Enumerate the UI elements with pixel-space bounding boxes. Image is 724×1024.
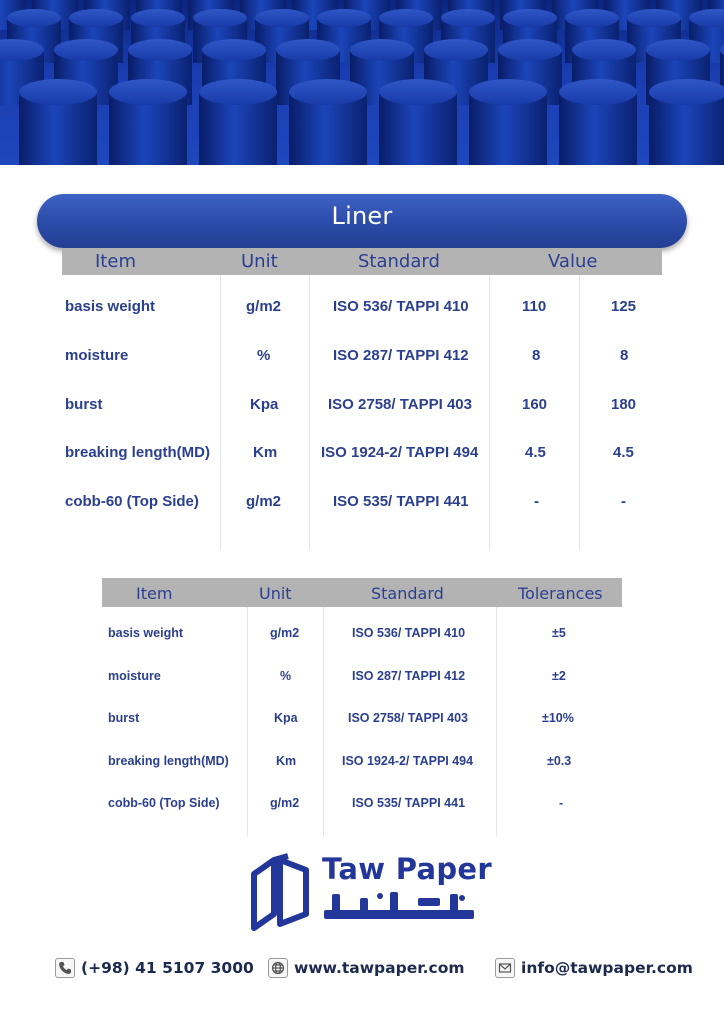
table1-cell-item: moisture [65, 347, 129, 364]
table1-cell-value2: 4.5 [613, 444, 634, 461]
table1-cell-value2: - [621, 493, 626, 510]
table2-header-item: Item [136, 584, 173, 603]
email-address: info@tawpaper.com [521, 959, 693, 977]
table1-cell-item: cobb-60 (Top Side) [65, 493, 199, 510]
table2-cell-standard: ISO 287/ TAPPI 412 [352, 669, 466, 683]
table1-cell-value1: 8 [532, 347, 541, 364]
table1-cell-standard: ISO 535/ TAPPI 441 [333, 493, 469, 510]
table1-cell-unit: g/m2 [246, 298, 282, 315]
table1-cell-value2: 8 [620, 347, 629, 364]
table2-cell-unit: Km [276, 754, 297, 768]
table2-cell-unit: g/m2 [270, 796, 300, 810]
table1-cell-unit: % [257, 347, 271, 364]
table2-cell-item: basis weight [108, 626, 184, 640]
table1-cell-standard: ISO 287/ TAPPI 412 [333, 347, 469, 364]
hero-banner-paper-rolls [0, 0, 724, 165]
page-title: Liner [331, 202, 393, 230]
table1-cell-unit: Kpa [250, 396, 279, 413]
table1-divider [220, 275, 221, 550]
table2-cell-standard: ISO 535/ TAPPI 441 [352, 796, 466, 810]
contact-email[interactable] [495, 957, 693, 979]
table1-cell-item: basis weight [65, 298, 156, 315]
table2-cell-tolerance: ±2 [552, 669, 566, 683]
table1-cell-standard: ISO 2758/ TAPPI 403 [328, 396, 472, 413]
table2-divider [247, 607, 248, 837]
phone-number: (+98) 41 5107 3000 [81, 959, 254, 977]
website-url: www.tawpaper.com [294, 959, 465, 977]
title-bar [37, 194, 687, 248]
brand-name-persian-logotype [322, 888, 478, 928]
table1-cell-unit: g/m2 [246, 493, 282, 510]
table1-divider [489, 275, 490, 550]
contact-phone[interactable] [55, 957, 254, 979]
contact-website[interactable] [268, 957, 465, 979]
table2-cell-unit: % [280, 669, 292, 683]
table1-cell-value1: 160 [522, 396, 548, 413]
table1-header [62, 248, 662, 275]
table2-cell-tolerance: ±0.3 [547, 754, 572, 768]
table1-cell-value1: 110 [522, 298, 547, 315]
table2-cell-unit: Kpa [274, 711, 298, 725]
table1-cell-value1: - [534, 493, 539, 510]
phone-icon [55, 958, 75, 978]
table2-cell-item: burst [108, 711, 140, 725]
table1-cell-standard: ISO 536/ TAPPI 410 [333, 298, 469, 315]
table1-cell-value1: 4.5 [525, 444, 546, 461]
table2-cell-tolerance: ±5 [552, 626, 566, 640]
table1-cell-standard: ISO 1924-2/ TAPPI 494 [321, 444, 479, 461]
table2-cell-standard: ISO 536/ TAPPI 410 [352, 626, 466, 640]
taw-paper-logo-icon [244, 852, 316, 932]
table2-header-tolerances: Tolerances [518, 584, 603, 603]
table2-header-unit: Unit [259, 584, 292, 603]
table2-cell-tolerance: ±10% [542, 711, 574, 725]
table1-cell-item: burst [65, 396, 103, 413]
table2-header-standard: Standard [371, 584, 444, 603]
table2-header [102, 578, 622, 607]
table1-header-value: Value [548, 251, 598, 272]
globe-icon [268, 958, 288, 978]
table1-header-unit: Unit [241, 251, 278, 272]
table1-cell-unit: Km [253, 444, 278, 461]
table1-header-item: Item [95, 251, 136, 272]
table2-divider [323, 607, 324, 837]
table2-cell-standard: ISO 1924-2/ TAPPI 494 [342, 754, 474, 768]
table2-cell-tolerance: - [559, 796, 564, 810]
paper-rolls-illustration [0, 0, 724, 165]
table2-divider [496, 607, 497, 837]
table2-cell-item: breaking length(MD) [108, 754, 229, 768]
table1-cell-value2: 180 [611, 396, 637, 413]
table1-header-standard: Standard [358, 251, 440, 272]
table2-cell-item: cobb-60 (Top Side) [108, 796, 220, 810]
envelope-icon [495, 958, 515, 978]
table1-cell-item: breaking length(MD) [65, 444, 210, 461]
table2-cell-item: moisture [108, 669, 161, 683]
table1-divider [579, 275, 580, 550]
table1-cell-value2: 125 [611, 298, 637, 315]
brand-name-english: Taw Paper [322, 852, 492, 886]
table1-divider [309, 275, 310, 550]
table2-cell-unit: g/m2 [270, 626, 300, 640]
table2-cell-standard: ISO 2758/ TAPPI 403 [348, 711, 468, 725]
